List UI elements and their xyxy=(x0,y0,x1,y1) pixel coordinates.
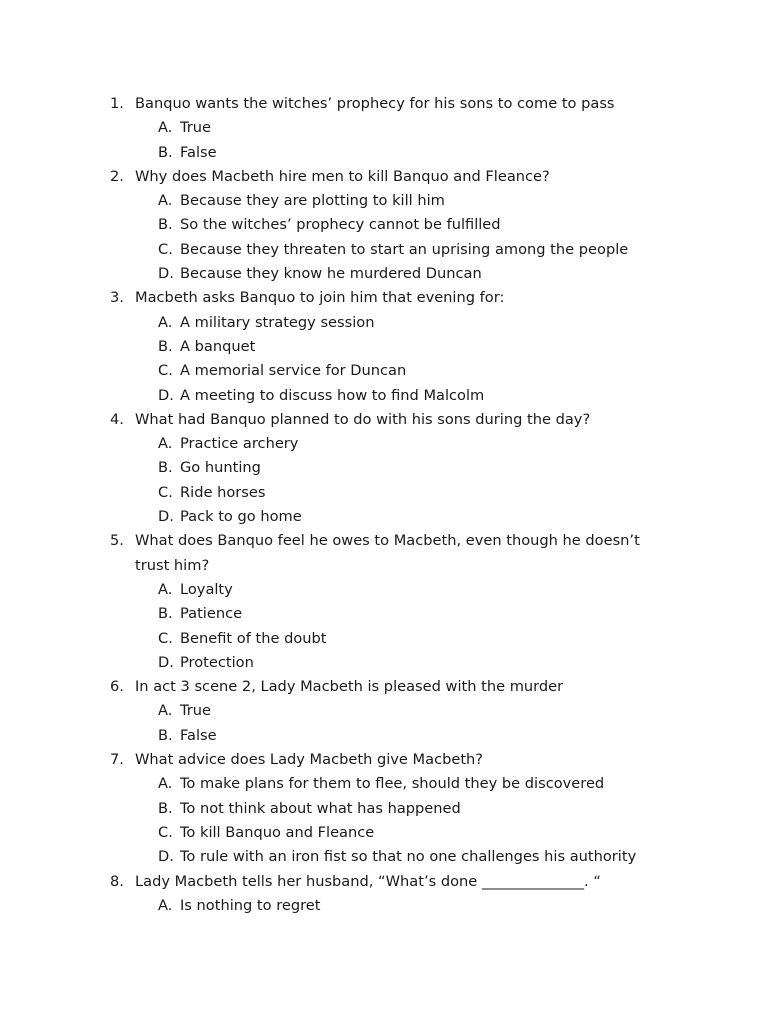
option-text: To not think about what has happened xyxy=(180,799,461,817)
option-text: Because they threaten to start an uprising among the people xyxy=(180,240,629,258)
question-text: Why does Macbeth hire men to kill Banquo and Fleance? xyxy=(135,167,550,185)
option-letter: B. xyxy=(158,216,173,234)
question-6 xyxy=(110,675,670,748)
option-text: Because they are plotting to kill him xyxy=(180,192,445,210)
question-list xyxy=(110,92,670,918)
answer-option xyxy=(110,359,670,383)
question-number: 3. xyxy=(110,289,124,307)
answer-option xyxy=(110,141,670,165)
question-prompt xyxy=(110,529,670,578)
answer-option xyxy=(110,189,670,213)
answer-option xyxy=(110,116,670,140)
question-number: 5. xyxy=(110,532,124,550)
option-text: A memorial service for Duncan xyxy=(180,362,407,380)
option-text: A meeting to discuss how to find Malcolm xyxy=(180,386,485,404)
answer-option xyxy=(110,699,670,723)
option-letter: D. xyxy=(158,848,174,866)
option-letter: D. xyxy=(158,653,174,671)
option-letter: D. xyxy=(158,265,174,283)
option-text: Because they know he murdered Duncan xyxy=(180,265,482,283)
question-1 xyxy=(110,92,670,165)
answer-option xyxy=(110,505,670,529)
answer-option xyxy=(110,213,670,237)
option-letter: B. xyxy=(158,799,173,817)
answer-options xyxy=(110,578,670,675)
answer-options xyxy=(110,772,670,869)
question-prompt xyxy=(110,675,670,699)
answer-options xyxy=(110,699,670,748)
question-prompt xyxy=(110,408,670,432)
option-letter: C. xyxy=(158,240,173,258)
question-text: What had Banquo planned to do with his sons during the day? xyxy=(135,410,591,428)
question-text: What does Banquo feel he owes to Macbeth, even though he doesn’t trust him? xyxy=(135,532,640,574)
question-prompt xyxy=(110,92,670,116)
option-text: Practice archery xyxy=(180,435,299,453)
option-text: Go hunting xyxy=(180,459,261,477)
answer-option xyxy=(110,894,670,918)
option-letter: C. xyxy=(158,483,173,501)
answer-options xyxy=(110,894,670,918)
question-3 xyxy=(110,286,670,407)
answer-option xyxy=(110,481,670,505)
option-letter: D. xyxy=(158,508,174,526)
question-prompt xyxy=(110,286,670,310)
answer-option xyxy=(110,627,670,651)
question-2 xyxy=(110,165,670,286)
option-text: True xyxy=(180,119,211,137)
answer-option xyxy=(110,456,670,480)
option-text: Pack to go home xyxy=(180,508,302,526)
answer-option xyxy=(110,578,670,602)
question-number: 2. xyxy=(110,167,124,185)
answer-option xyxy=(110,797,670,821)
question-4 xyxy=(110,408,670,529)
option-letter: C. xyxy=(158,629,173,647)
question-number: 1. xyxy=(110,95,124,112)
option-letter: B. xyxy=(158,143,173,161)
option-letter: A. xyxy=(158,435,173,453)
option-letter: A. xyxy=(158,580,173,598)
answer-option xyxy=(110,238,670,262)
option-letter: C. xyxy=(158,362,173,380)
question-prompt xyxy=(110,870,670,894)
option-text: To make plans for them to flee, should they be discovered xyxy=(180,775,605,793)
answer-option xyxy=(110,845,670,869)
option-text: A military strategy session xyxy=(180,313,375,331)
question-text: What advice does Lady Macbeth give Macbeth? xyxy=(135,751,484,769)
question-text: In act 3 scene 2, Lady Macbeth is pleased with the murder xyxy=(135,678,564,696)
option-letter: B. xyxy=(158,605,173,623)
option-text: To kill Banquo and Fleance xyxy=(180,823,375,841)
option-text: False xyxy=(180,726,217,744)
answer-option xyxy=(110,772,670,796)
question-text: Lady Macbeth tells her husband, “What’s done ______________. “ xyxy=(135,872,601,890)
option-text: Is nothing to regret xyxy=(180,896,321,914)
answer-option xyxy=(110,335,670,359)
question-prompt xyxy=(110,748,670,772)
question-number: 6. xyxy=(110,678,124,696)
option-letter: A. xyxy=(158,775,173,793)
option-letter: A. xyxy=(158,313,173,331)
option-text: Patience xyxy=(180,605,243,623)
option-letter: A. xyxy=(158,896,173,914)
option-text: To rule with an iron fist so that no one challenges his authority xyxy=(180,848,637,866)
question-text: Banquo wants the witches’ prophecy for his sons to come to pass xyxy=(135,95,615,112)
option-letter: B. xyxy=(158,726,173,744)
question-5 xyxy=(110,529,670,675)
option-letter: A. xyxy=(158,119,173,137)
answer-options xyxy=(110,189,670,286)
option-letter: A. xyxy=(158,192,173,210)
option-letter: A. xyxy=(158,702,173,720)
answer-option xyxy=(110,821,670,845)
option-letter: B. xyxy=(158,459,173,477)
question-8 xyxy=(110,870,670,919)
option-letter: C. xyxy=(158,823,173,841)
answer-option xyxy=(110,311,670,335)
answer-option xyxy=(110,262,670,286)
option-text: Ride horses xyxy=(180,483,266,501)
question-number: 7. xyxy=(110,751,124,769)
question-text: Macbeth asks Banquo to join him that evening for: xyxy=(135,289,505,307)
option-text: False xyxy=(180,143,217,161)
option-text: Benefit of the doubt xyxy=(180,629,327,647)
option-text: Loyalty xyxy=(180,580,233,598)
answer-option xyxy=(110,384,670,408)
answer-options xyxy=(110,116,670,165)
answer-options xyxy=(110,432,670,529)
question-prompt xyxy=(110,165,670,189)
answer-option xyxy=(110,651,670,675)
option-text: A banquet xyxy=(180,337,256,355)
answer-option xyxy=(110,602,670,626)
question-number: 4. xyxy=(110,410,124,428)
answer-options xyxy=(110,311,670,408)
answer-option xyxy=(110,724,670,748)
option-text: Protection xyxy=(180,653,254,671)
question-7 xyxy=(110,748,670,869)
question-number: 8. xyxy=(110,872,124,890)
option-letter: B. xyxy=(158,337,173,355)
answer-option xyxy=(110,432,670,456)
option-text: So the witches’ prophecy cannot be fulfilled xyxy=(180,216,501,234)
option-letter: D. xyxy=(158,386,174,404)
option-text: True xyxy=(180,702,211,720)
